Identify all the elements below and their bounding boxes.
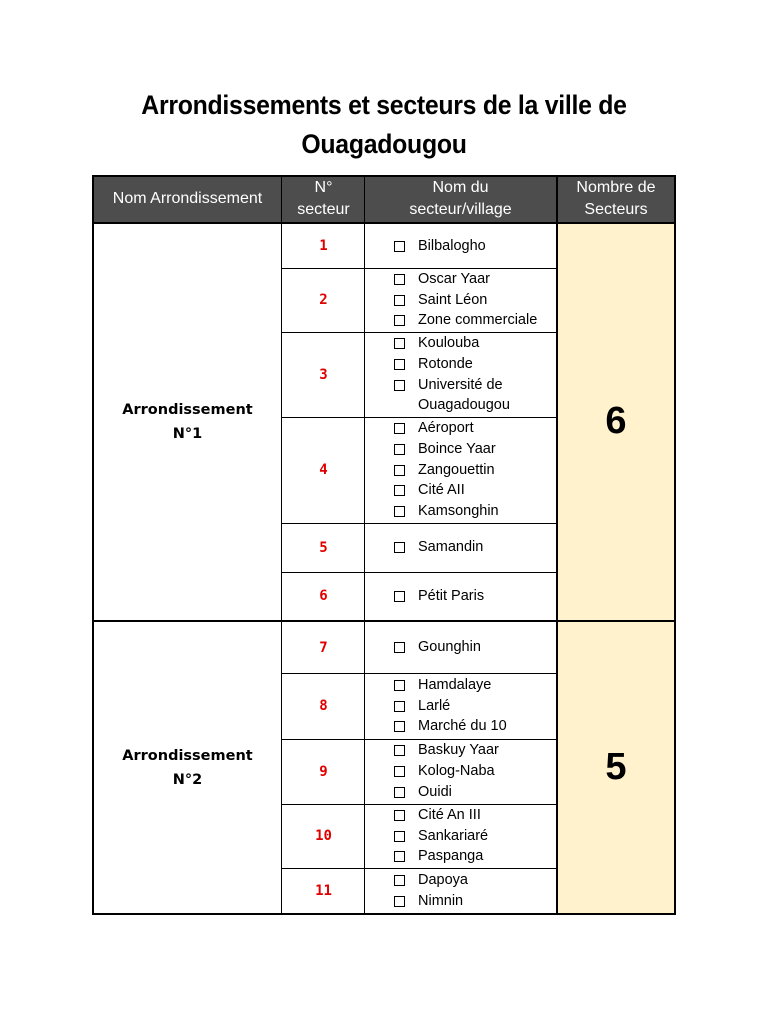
place-item — [365, 537, 556, 558]
place-name: Samandin — [418, 539, 484, 556]
checkbox-icon — [394, 465, 405, 476]
sector-places — [365, 523, 556, 572]
checkbox-icon — [394, 642, 405, 653]
sector-places — [365, 224, 556, 268]
place-name: Dapoya — [418, 871, 468, 888]
border-group-divider — [93, 620, 676, 622]
border-bottom — [93, 913, 676, 915]
checkbox-icon — [394, 359, 405, 370]
place-item — [365, 716, 556, 737]
place-item — [365, 333, 556, 354]
header-arrondissement: Nom Arrondissement — [112, 190, 263, 207]
border-left — [92, 175, 94, 915]
place-name: Université de Ouagadougou — [418, 376, 510, 414]
place-item — [365, 696, 556, 717]
checkbox-icon — [394, 766, 405, 777]
sector-places — [365, 673, 556, 739]
place-item — [365, 354, 556, 375]
place-name: Oscar Yaar — [418, 270, 490, 287]
sector-number: 6 — [319, 588, 328, 604]
place-name: Marché du 10 — [418, 718, 507, 735]
place-name: Aéroport — [418, 420, 474, 436]
place-item — [365, 269, 556, 290]
place-item — [365, 290, 556, 311]
page-title: Arrondissements et secteurs de la ville de Ouagadougou — [141, 90, 627, 159]
place-name: Larlé — [418, 697, 451, 714]
sector-places — [365, 739, 556, 804]
sector-places — [365, 268, 556, 332]
checkbox-icon — [394, 485, 405, 496]
place-name: Boince Yaar — [418, 440, 496, 457]
checkbox-icon — [394, 315, 405, 326]
sector-places — [365, 868, 556, 913]
place-name: Cité An III — [418, 806, 481, 823]
header-sector-count: Nombre de Secteurs — [576, 179, 656, 218]
place-name: Pétit Paris — [418, 587, 485, 604]
sector-number: 2 — [319, 292, 328, 308]
arrondissement-1-cell — [93, 223, 282, 620]
place-name: Sankariaré — [418, 827, 489, 844]
checkbox-icon — [394, 831, 405, 842]
place-name: Kamsonghin — [418, 503, 499, 520]
place-item — [365, 846, 556, 867]
checkbox-icon — [394, 787, 405, 798]
place-name: Kolog-Naba — [418, 763, 495, 780]
place-item — [365, 826, 556, 847]
sector-number: 1 — [319, 238, 328, 254]
place-item — [365, 375, 556, 417]
place-item — [365, 501, 556, 522]
header-sector-name: Nom du secteur/village — [409, 179, 512, 218]
place-name: Zone commerciale — [418, 312, 538, 329]
checkbox-icon — [394, 851, 405, 862]
place-name: Gounghin — [418, 639, 481, 656]
sector-places — [365, 622, 556, 673]
place-name: Hamdalaye — [418, 676, 492, 693]
sector-places — [365, 804, 556, 868]
checkbox-icon — [394, 721, 405, 732]
arrondissement-1-name: Arrondissement — [122, 401, 253, 418]
place-name: Cité AII — [418, 482, 465, 499]
checkbox-icon — [394, 338, 405, 349]
border-top — [93, 175, 676, 177]
place-item — [365, 740, 556, 761]
checkbox-icon — [394, 506, 405, 517]
place-item — [365, 460, 556, 481]
place-item — [365, 805, 556, 826]
sector-places — [365, 417, 556, 523]
place-item — [365, 310, 556, 331]
place-name: Paspanga — [418, 848, 484, 865]
place-item — [365, 675, 556, 696]
sector-number: 11 — [315, 882, 332, 899]
place-item — [365, 637, 556, 658]
border-right — [674, 175, 676, 915]
place-item — [365, 480, 556, 501]
checkbox-icon — [394, 295, 405, 306]
sector-places — [365, 332, 556, 417]
checkbox-icon — [394, 380, 405, 391]
place-item — [365, 236, 556, 257]
header-sector-number: N° secteur — [297, 179, 350, 218]
checkbox-icon — [394, 680, 405, 691]
border-header-bottom — [93, 222, 676, 224]
sector-count-2: 5 — [605, 746, 627, 788]
arrondissement-2-cell — [93, 621, 282, 914]
checkbox-icon — [394, 896, 405, 907]
checkbox-icon — [394, 745, 405, 756]
sector-number: 10 — [315, 828, 332, 844]
checkbox-icon — [394, 701, 405, 712]
place-item — [365, 586, 556, 607]
place-item — [365, 782, 556, 803]
place-name: Rotonde — [418, 355, 473, 372]
checkbox-icon — [394, 591, 405, 602]
checkbox-icon — [394, 444, 405, 455]
sector-number: 7 — [319, 639, 328, 656]
place-item — [365, 418, 556, 439]
sector-number: 4 — [319, 462, 328, 478]
place-item — [365, 891, 556, 912]
place-name: Baskuy Yaar — [418, 742, 499, 759]
arrondissement-1-number: N°1 — [172, 425, 203, 442]
sector-count-1: 6 — [605, 400, 627, 442]
place-name: Zangouettin — [418, 461, 495, 478]
sector-number: 8 — [319, 698, 328, 714]
border-col-2 — [364, 175, 365, 915]
place-item — [365, 439, 556, 460]
checkbox-icon — [394, 423, 405, 434]
checkbox-icon — [394, 875, 405, 886]
place-name: Saint Léon — [418, 291, 488, 308]
place-name: Koulouba — [418, 334, 480, 351]
border-col-1 — [281, 175, 282, 915]
sector-number: 3 — [319, 366, 328, 383]
sector-number: 5 — [319, 539, 328, 556]
place-name: Ouidi — [418, 783, 452, 800]
checkbox-icon — [394, 542, 405, 553]
place-name: Nimnin — [418, 892, 464, 909]
place-item — [365, 870, 556, 891]
checkbox-icon — [394, 274, 405, 285]
sector-places — [365, 572, 556, 620]
arrondissement-2-name: Arrondissement — [122, 747, 253, 764]
checkbox-icon — [394, 810, 405, 821]
sector-number: 9 — [319, 763, 328, 780]
place-name: Bilbalogho — [418, 237, 486, 254]
checkbox-icon — [394, 241, 405, 252]
border-col-3 — [556, 175, 558, 915]
place-item — [365, 761, 556, 782]
arrondissement-2-number: N°2 — [172, 771, 203, 788]
